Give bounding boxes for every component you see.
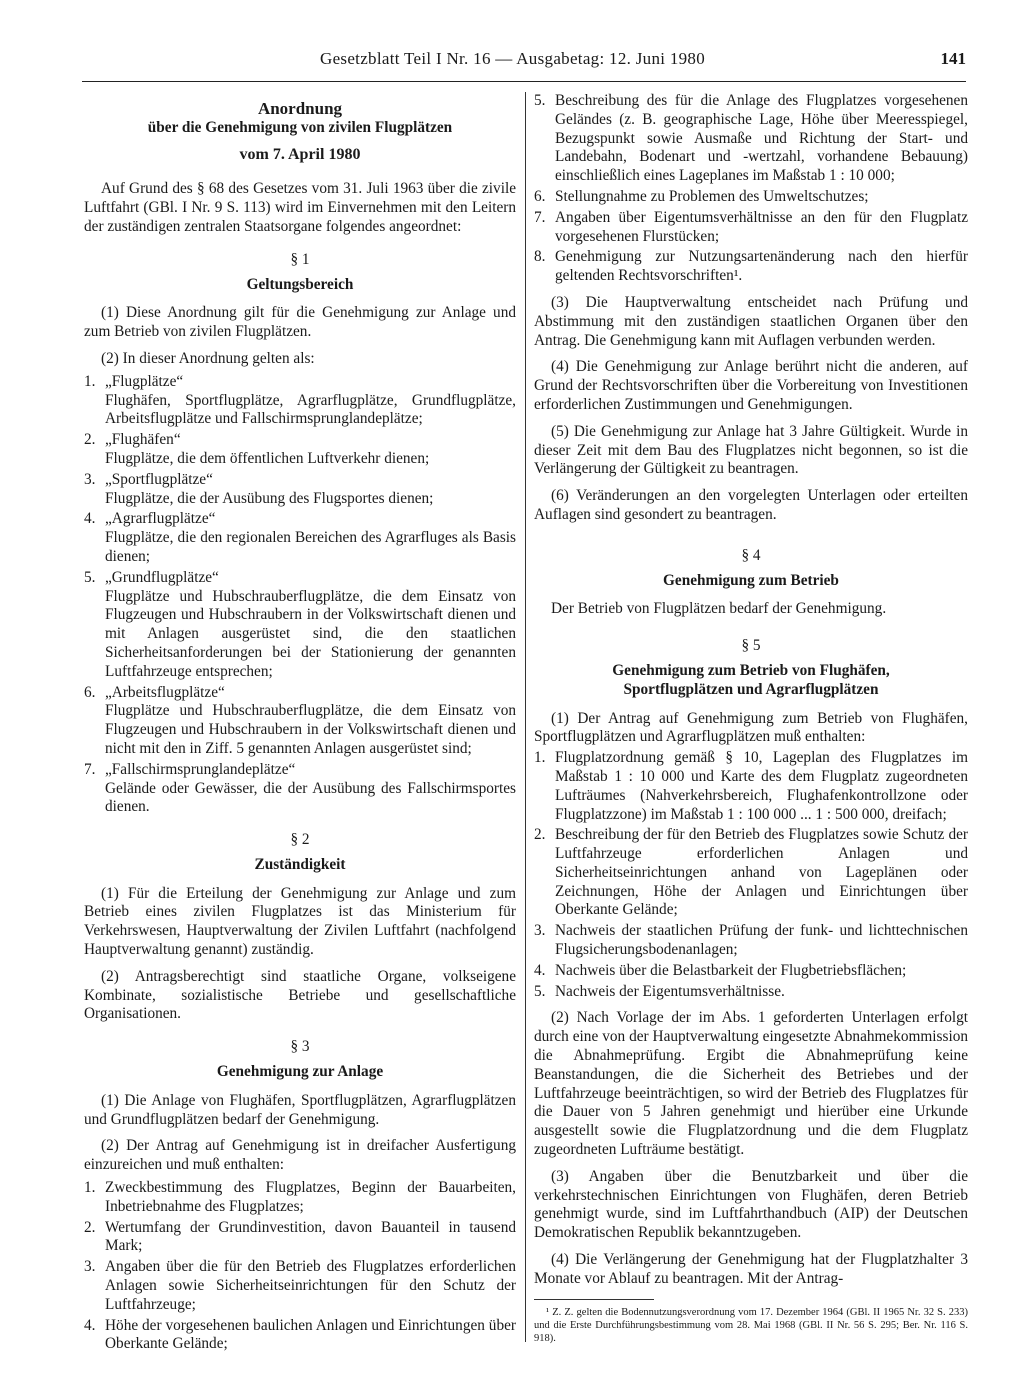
- application-contents-list-continued: [534, 92, 968, 286]
- list-item: 3. Nachweis der staatlichen Prüfung der funk- und lichttechnischen Flugsicherungsbodenanlagen;: [534, 922, 968, 959]
- section-3-number: § 3: [290, 1038, 310, 1056]
- section-3-para-5: (5) Die Genehmigung zur Anlage hat 3 Jahre Gültigkeit. Wurde in dieser Zeit mit dem Bau des Flugplatzes nicht begonnen, so ist die Verlängerung der Gültigkeit zu beantragen.: [534, 422, 968, 478]
- list-item: 4. „Agrarflugplätze“ Flugplätze, die den regionalen Bereichen des Agrarfluges als Basis dienen;: [84, 510, 516, 565]
- list-item: 5. Nachweis der Eigentumsverhältnisse.: [534, 982, 785, 1000]
- operation-contents-list: [534, 749, 968, 1001]
- section-3-title: Genehmigung zur Anlage: [216, 1063, 384, 1081]
- section-4-para-1: Der Betrieb von Flugplätzen bedarf der Genehmigung.: [551, 600, 887, 618]
- right-column: [534, 92, 968, 1345]
- left-column: [84, 92, 516, 1362]
- section-4-number: § 4: [741, 546, 761, 564]
- list-item: 3. „Sportflugplätze“ Flugplätze, die der Ausübung des Flugsportes dienen;: [84, 470, 434, 507]
- list-item: 1. „Flugplätze“ Flughäfen, Sportflugplätze, Agrarflugplätze, Grundflugplätze, Arbeitsflugplätze und Fallschirmsprunglandeplätze;: [84, 372, 516, 428]
- list-item: 1. Flugplatzordnung gemäß § 10, Lageplan des Flugplatzes im Maßstab 1 : 10 000 und Karte des dem Flugplatz zugeordneten Lufträumes (Nahverkehrsbereich, Flughafenkontrollzone oder Flugplatzzone) im Maßstab 1 : 100 000 ... 1 : 500 000, dreifach;: [534, 749, 968, 823]
- section-5-para-2: (2) Nach Vorlage der im Abs. 1 geforderten Unterlagen erfolgt durch eine von der Hauptverwaltung eingesetzte Abnahmekommission die Abnahmeprüfung. Ergibt die Abnahmeprüfung keine Beanstandungen, die die Sicherheit des Betriebes und der Luftfahrzeuge beeinträchtigen, so wird der Betrieb des Flugplatzes für die Dauer von 5 Jahren genehmigt und hierüber eine Urkunde ausgestellt sowie die Flugplatzordnung und die dem Flugplatz zugeordneten Lufträume bestätigt.: [534, 1009, 968, 1159]
- section-1-para-2: (2) In dieser Anordnung gelten als:: [101, 349, 315, 367]
- section-1-para-1: (1) Diese Anordnung gilt für die Genehmigung zur Anlage und zum Betrieb von zivilen Flugplätzen.: [84, 304, 516, 341]
- list-item: 7. Angaben über Eigentumsverhältnisse an den für den Flugplatz vorgesehenen Flurstücken;: [534, 208, 968, 245]
- list-item: 1. Zweckbestimmung des Flugplatzes, Beginn der Bauarbeiten, Inbetriebnahme des Flugplatzes;: [84, 1179, 516, 1215]
- section-4-title: Genehmigung zum Betrieb: [663, 571, 839, 589]
- list-item: 2. „Flughäfen“ Flugplätze, die dem öffentlichen Luftverkehr dienen;: [84, 431, 430, 467]
- section-2-title: Zuständigkeit: [254, 855, 346, 873]
- section-5-para-1: (1) Der Antrag auf Genehmigung zum Betrieb von Flughäfen, Sportflugplätzen und Agrarflugplätzen muß enthalten:: [534, 709, 968, 746]
- list-item: 4. Nachweis über die Belastbarkeit der Flugbetriebsflächen;: [534, 961, 907, 979]
- section-2-para-2: (2) Antragsberechtigt sind staatliche Organe, volkseigene Kombinate, sozialistische Betriebe und gesellschaftliche Organisationen.: [84, 967, 516, 1023]
- ordinance-date: vom 7. April 1980: [239, 145, 361, 163]
- list-item: 4. Höhe der vorgesehenen baulichen Anlagen und Einrichtungen über Oberkante Gelände;: [84, 1316, 516, 1353]
- ordinance-title: Anordnung: [257, 99, 343, 118]
- section-1-title: Geltungsbereich: [246, 275, 354, 293]
- section-3-para-4: (4) Die Genehmigung zur Anlage berührt nicht die anderen, auf Grund der Rechtsvorschriften über die Vorbereitung von Investitionen erforderlichen Zustimmungen und Genehmigungen.: [534, 358, 968, 413]
- preamble: Auf Grund des § 68 des Gesetzes vom 31. Juli 1963 über die zivile Luftfahrt (GBl. I Nr. 9 S. 113) wird im Einvernehmen mit den Leitern der zuständigen zentralen Staatsorgane folgendes angeordnet:: [84, 180, 516, 235]
- header-rule: [82, 81, 966, 82]
- list-item: 2. Beschreibung der für den Betrieb des Flugplatzes sowie Schutz der Luftfahrzeuge erforderlichen Anlagen und Sicherheitseinrichtungen anhand von Lageplänen oder Zeichnungen, Höhe der Anlagen und Einrichtungen über Oberkante Gelände;: [534, 826, 968, 919]
- list-item: 2. Wertumfang der Grundinvestition, davon Bauanteil in tausend Mark;: [84, 1218, 516, 1255]
- section-3-para-3: (3) Die Hauptverwaltung entscheidet nach Prüfung und Abstimmung mit den zuständigen staatlichen Organen über den Antrag. Die Genehmigung kann mit Auflagen verbunden werden.: [534, 293, 968, 349]
- footnote-rule: [534, 1299, 654, 1300]
- ordinance-subtitle: über die Genehmigung von zivilen Flugplätzen: [147, 118, 453, 136]
- list-item: 3. Angaben über die für den Betrieb des Flugplatzes erforderlichen Anlagen sowie Sicherheitseinrichtungen für den Schutz der Luftfahrzeuge;: [84, 1258, 516, 1313]
- section-1-number: § 1: [290, 250, 310, 268]
- list-item: 5. „Grundflugplätze“ Flugplätze und Hubschrauberflugplätze, die dem Einsatz von Flugzeugen und Hubschraubern in der Volkswirtschaft dienen und mit Anlagen ausgerüstet sind, die den staatlichen Sicherheitsanforderungen bei der Stationierung der genannten Luftfahrzeuge entsprechen;: [84, 568, 516, 680]
- column-divider: [525, 92, 526, 1342]
- section-3-para-6: (6) Veränderungen an den vorgelegten Unterlagen oder erteilten Auflagen sind gesondert zu beantragen.: [534, 487, 968, 523]
- page-number: 141: [940, 49, 966, 68]
- section-2-number: § 2: [290, 831, 310, 849]
- footnote: ¹ Z. Z. gelten die Bodennutzungsverordnung vom 17. Dezember 1964 (GBl. II 1965 Nr. 32 S. 233) und die Erste Durchführungsbestimmung vom 28. Mai 1968 (GBl. II Nr. 56 S. 295; Ber. Nr. 116 S. 918).: [534, 1306, 968, 1344]
- application-contents-list: [84, 1179, 516, 1354]
- list-item: 6. Stellungnahme zu Problemen des Umweltschutzes;: [534, 187, 869, 205]
- section-5-para-4: (4) Die Verlängerung der Genehmigung hat der Flugplatzhalter 3 Monate vor Ablauf zu beantragen. Mit der Antrag-: [534, 1251, 968, 1287]
- section-3-para-1: (1) Die Anlage von Flughäfen, Sportflugplätzen, Agrarflugplätzen und Grundflugplätzen bedarf der Genehmigung.: [84, 1091, 516, 1128]
- list-item: 6. „Arbeitsflugplätze“ Flugplätze und Hubschrauberflugplätze, die dem Einsatz von Flugzeugen und Hubschraubern in der Volkswirtschaft dienen und nicht mit den in Ziff. 5 genannten Anlagen ausgerüstet sind;: [84, 683, 516, 757]
- section-5-para-3: (3) Angaben über die Benutzbarkeit und über die verkehrstechnischen Einrichtungen von Flughäfen, deren Betrieb genehmigt wurde, sind im Luftfahrthandbuch (AIP) der Deutschen Demokratischen Republik bekanntzugeben.: [534, 1167, 968, 1242]
- section-2-para-1: (1) Für die Erteilung der Genehmigung zur Anlage und zum Betrieb eines zivilen Flugplatzes ist das Ministerium für Verkehrswesen, Hauptverwaltung der Zivilen Luftfahrt (nachfolgend Hauptverwaltung genannt) zuständig.: [84, 884, 516, 959]
- page-header: [82, 42, 966, 82]
- section-5-title-line-2: Sportflugplätzen und Agrarflugplätzen: [623, 680, 879, 698]
- list-item: 8. Genehmigung zur Nutzungsartenänderung nach den hierfür geltenden Rechtsvorschriften¹.: [534, 248, 968, 285]
- header-title: Gesetzblatt Teil I Nr. 16 — Ausgabetag: 12. Juni 1980: [320, 49, 706, 68]
- list-item: 5. Beschreibung des für die Anlage des Flugplatzes vorgesehenen Geländes (z. B. geographische Lage, Höhe über Meeresspiegel, Bezugspunkt sowie Ausmaße und Richtung der Start- und Landebahn, Bodenart und -wertzahl, vorhandene Bebauung) einschließlich eines Lageplanes im Maßstab 1 : 10 000;: [534, 92, 968, 185]
- section-5-number: § 5: [741, 637, 761, 655]
- section-5-title-line-1: Genehmigung zum Betrieb von Flughäfen,: [612, 661, 890, 679]
- list-item: 7. „Fallschirmsprunglandeplätze“ Gelände oder Gewässer, die der Ausübung des Fallschirmsportes dienen.: [84, 760, 516, 816]
- section-3-para-2: (2) Der Antrag auf Genehmigung ist in dreifacher Ausfertigung einzureichen und muß enthalten:: [84, 1137, 516, 1174]
- definitions-list: [84, 373, 516, 817]
